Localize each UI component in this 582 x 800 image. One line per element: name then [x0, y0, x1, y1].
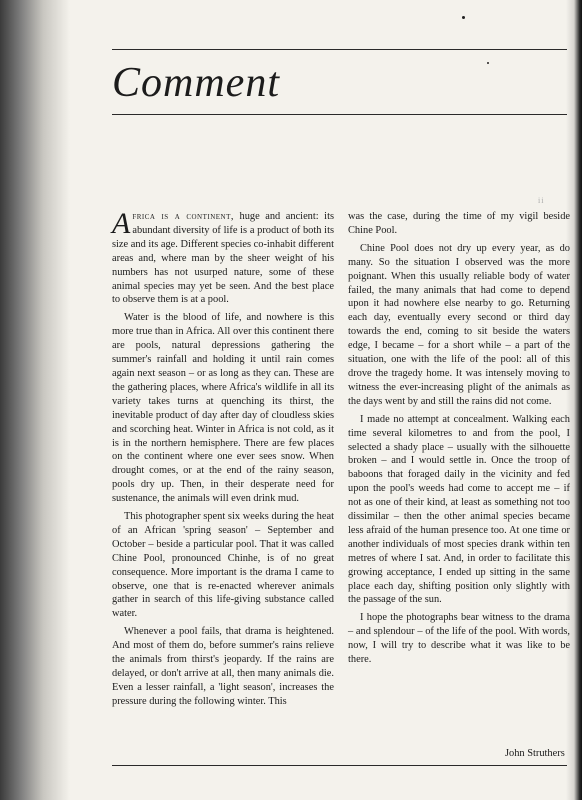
paragraph: Whenever a pool fails, that drama is heightened. And most of them do, before summer's rains relieve the animals from thirst's jeopardy. If the rains are delayed, or don't arrive at all, then many animals die. Even a lesser rainfall, a 'light season', increases the pressure during the following winter. This [112, 626, 334, 707]
paragraph [112, 207, 334, 307]
paragraph: Water is the blood of life, and nowhere is this more true than in Africa. All over this continent there are pools, natural depressions gathering the summer's rainfall and holding it until rain comes again next season – or as long as they can. These are the gathering places, where Africa's wildlife in all its variety takes turns at quenching its thirst, the inevitable product of day after day of cloudless skies and scorching heat. Winter in Africa is not cold, as it is in the northern hemisphere. There are few places on the continent where one ever sees snow. When drought comes, or at the end of the rainy season, pools dry up. Then, in their desperate need for sustenance, the animals will even drink mud. [112, 312, 334, 505]
paragraph: This photographer spent six weeks during the heat of an African 'spring season' – September and October – beside a particular pool. That it was called Chine Pool, pronounced Chinhe, is of no great consequence. More important is the drama I came to observe, one that is re-enacted wherever animals gather in search of this life-giving substance called water. [112, 511, 334, 620]
author-signature: John Struthers [505, 748, 565, 759]
paragraph: I made no attempt at concealment. Walking each time several kilometres to and from the pool, I selected a shady place – usually with the silhouette broken – and I would settle in. Once the troop of baboons that foraged daily in the vicinity and fed upon the pool's weeds had come to accept me – if not as one of their kind, at least as something not too dissimilar – then the other animal species became less afraid of the human presence too. At one time or another individuals of most species drank within ten metres of where I sat. And, in order to facilitate this growing acceptance, I ended up sitting in the same place each day, shifting position only slightly with the passage of the sun. [348, 413, 570, 606]
left-column [112, 207, 334, 709]
paragraph-text: huge and ancient: its abundant diversity of life is a product of both its size and its age. Different species co-inhabit different areas and, where man by the sheer weight of his numbers has not usurped nature, some of these animal species may yet be seen. And the best place to observe them is at a pool. [112, 211, 334, 306]
right-column [348, 210, 570, 667]
page-title: Comment [112, 60, 280, 106]
paragraph: Chine Pool does not dry up every year, as do many. So the situation I observed was the more poignant. When this usually reliable body of water failed, the many animals that had come to depend upon it had nowhere else nearby to go. Returning each day, eventually every second or third day towards the end, coming to sit beside the waters edge, I became – for a short while – a part of the situation, one with the life of the pool: all of this drove the tragedy home. It was intensely moving to witness the ever-increasing plight of the animals as the days went by and still the rains did not come. [348, 242, 570, 407]
page-mark: ii [538, 196, 545, 205]
speck [487, 62, 489, 64]
drop-cap: A [112, 207, 131, 240]
bottom-rule [112, 765, 567, 766]
lead-in: frica is a continent, [132, 211, 234, 222]
title-rule [112, 114, 567, 115]
paragraph-continued: was the case, during the time of my vigil beside Chine Pool. [348, 211, 570, 236]
paragraph: I hope the photographs bear witness to the drama – and splendour – of the life of the pool. With words, now, I will try to describe what it was like to be there. [348, 612, 570, 666]
binding-shadow [0, 0, 70, 800]
top-rule [112, 49, 567, 50]
speck [462, 16, 465, 19]
